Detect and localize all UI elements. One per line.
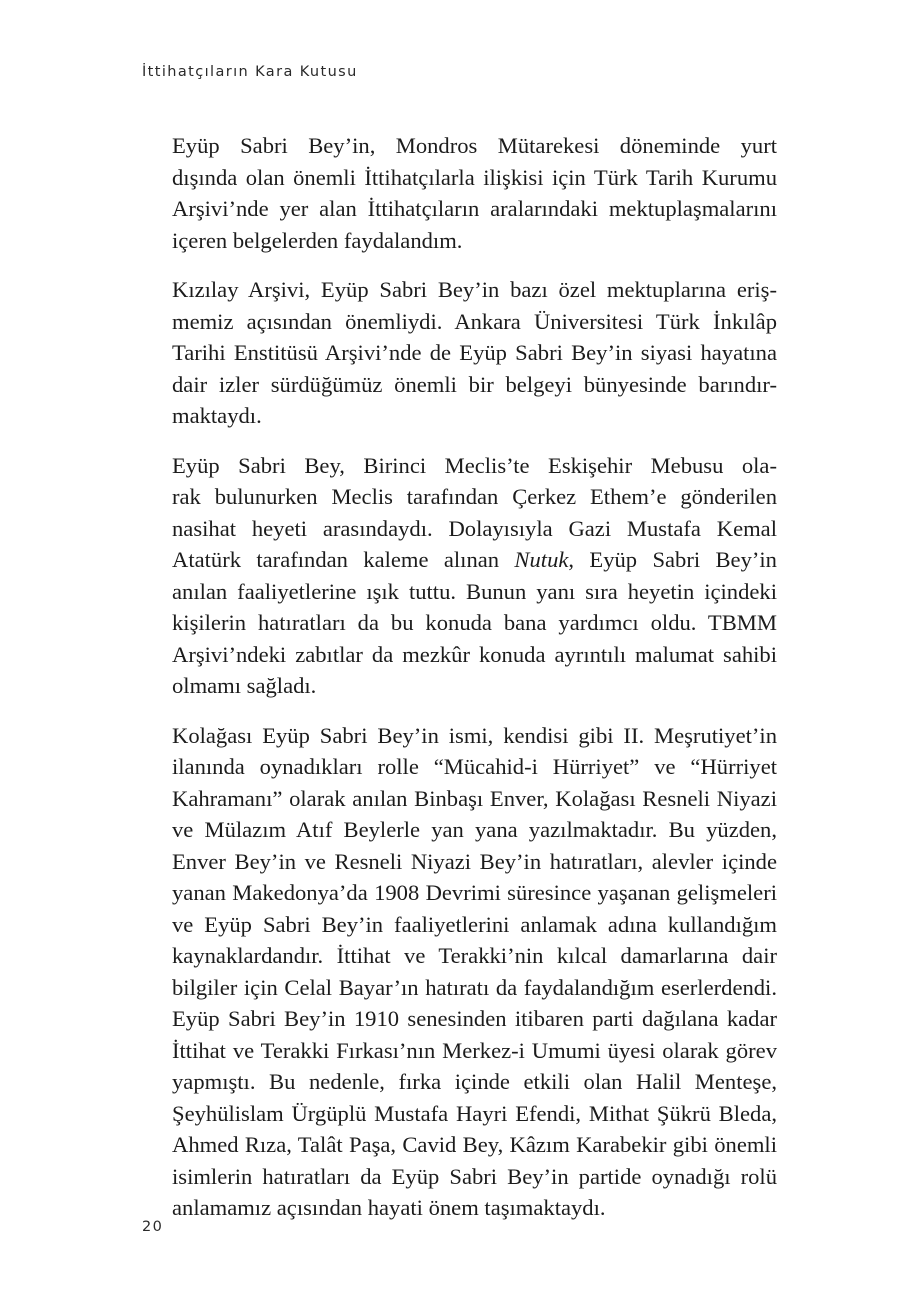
paragraph-line: ilanında oynadıkları rolle “Mücahid-i Hürriyet” ve “Hürriyet (172, 754, 777, 779)
running-header: İttihatçıların Kara Kutusu (142, 64, 358, 80)
paragraph-line: Ahmed Rıza, Talât Paşa, Cavid Bey, Kâzım Karabekir gibi önemli (172, 1132, 777, 1157)
paragraph-line: Eyüp Sabri Bey, Birinci Meclis’te Eskişehir Mebusu ola- (172, 452, 777, 478)
paragraph-line: İttihat ve Terakki Fırkası’nın Merkez-i Umumi üyesi olarak görev (172, 1037, 777, 1063)
paragraph-line: nasihat heyeti arasındaydı. Dolayısıyla Gazi Mustafa Kemal (172, 515, 777, 541)
paragraph-line: bilgiler için Celal Bayar’ın hatıratı da faydalandığım eserlerdendi. (172, 974, 777, 1000)
page-number: 20 (142, 1219, 164, 1235)
paragraph-line: kişilerin hatıratları da bu konuda bana yardımcı oldu. TBMM (172, 610, 777, 635)
paragraph-line: rak bulunurken Meclis tarafından Çerkez Ethem’e gönderilen (172, 484, 777, 509)
paragraph-line: dair izler sürdüğümüz önemli bir belgeyi bünyesinde barındır- (172, 371, 777, 397)
paragraph-line: Şeyhülislam Ürgüplü Mustafa Hayri Efendi, Mithat Şükrü Bleda, (172, 1100, 777, 1126)
paragraph-line: Kızılay Arşivi, Eyüp Sabri Bey’in bazı özel mektuplarına eriş- (172, 277, 777, 302)
paragraph-line: Eyüp Sabri Bey’in, Mondros Mütarekesi döneminde yurt (172, 133, 777, 158)
paragraph-1 (172, 130, 777, 256)
paragraph-line: Enver Bey’in ve Resneli Niyazi Bey’in hatıratları, alevler içinde (172, 848, 777, 874)
paragraph-line: ve Eyüp Sabri Bey’in faaliyetlerini anlamak adına kullandığım (172, 911, 777, 937)
paragraph-line: anlamamız açısından hayati önem taşımaktaydı. (172, 1195, 606, 1220)
paragraph-line: Kolağası Eyüp Sabri Bey’in ismi, kendisi gibi II. Meşrutiyet’in (172, 722, 777, 748)
paragraph-line-with-italic (172, 544, 777, 576)
line-text: Atatürk tarafından kaleme alınan (172, 547, 515, 572)
paragraph-line: dışında olan önemli İttihatçılarla ilişkisi için Türk Tarih Kurumu (172, 164, 777, 190)
paragraph-line: kaynaklardandır. İttihat ve Terakki’nin kılcal damarlarına dair (172, 943, 777, 968)
paragraph-line: Arşivi’nde yer alan İttihatçıların aralarındaki mektuplaşmalarını (172, 196, 777, 221)
paragraph-line: yapmıştı. Bu nedenle, fırka içinde etkili olan Halil Menteşe, (172, 1069, 777, 1094)
paragraph-line: yanan Makedonya’da 1908 Devrimi süresince yaşanan gelişmeleri (172, 880, 777, 905)
book-title-italic: Nutuk (514, 547, 569, 572)
paragraph-line: Eyüp Sabri Bey’in 1910 senesinden itibaren parti dağılana kadar (172, 1006, 777, 1031)
paragraph-3 (172, 450, 777, 702)
body-text (172, 130, 777, 1224)
paragraph-4 (172, 720, 777, 1224)
paragraph-line: içeren belgelerden faydalandım. (172, 227, 463, 253)
paragraph-line: Tarihi Enstitüsü Arşivi’nde de Eyüp Sabri Bey’in siyasi hayatına (172, 340, 777, 365)
paragraph-line: olmamı sağladı. (172, 673, 317, 698)
paragraph-line: isimlerin hatıratları da Eyüp Sabri Bey’in partide oynadığı rolü (172, 1163, 777, 1189)
paragraph-line: Arşivi’ndeki zabıtlar da mezkûr konuda ayrıntılı malumat sahibi (172, 641, 777, 667)
paragraph-2 (172, 274, 777, 432)
paragraph-line: Kahramanı” olarak anılan Binbaşı Enver, Kolağası Resneli Niyazi (172, 785, 777, 811)
paragraph-line: memiz açısından önemliydi. Ankara Üniversitesi Türk İnkılâp (172, 308, 777, 334)
paragraph-line: ve Mülazım Atıf Beylerle yan yana yazılmaktadır. Bu yüzden, (172, 817, 777, 842)
paragraph-line: maktaydı. (172, 403, 262, 428)
paragraph-line: anılan faaliyetlerine ışık tuttu. Bunun yanı sıra heyetin içindeki (172, 578, 777, 604)
line-text: , Eyüp Sabri Bey’in (568, 547, 777, 572)
